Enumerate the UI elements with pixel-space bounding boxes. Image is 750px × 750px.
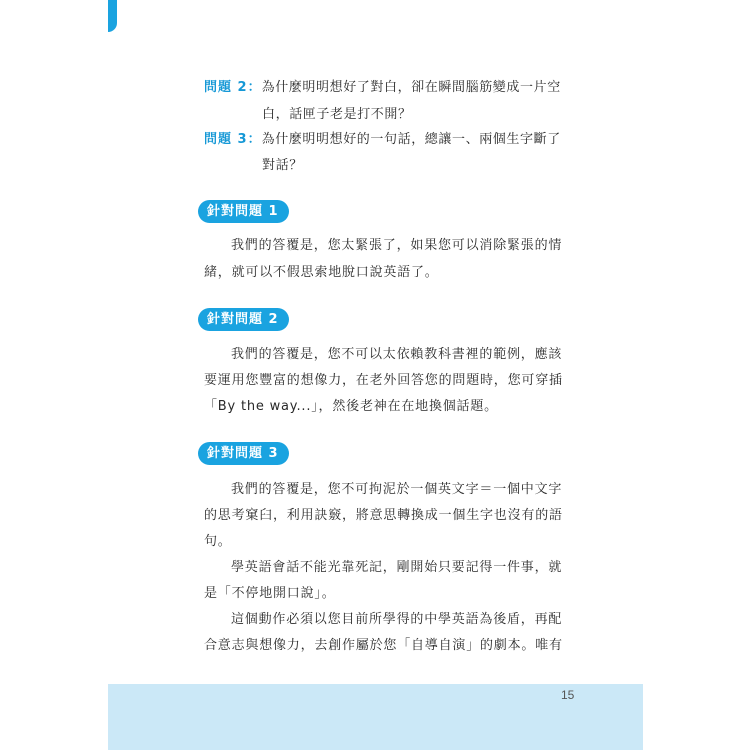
section-badge-3: 針對問題 3 <box>198 442 289 465</box>
paragraph-line: 的思考窠臼，利用訣竅，將意思轉換成一個生字也沒有的語 <box>204 508 563 523</box>
paragraph-line: 緒，就可以不假思索地脫口說英語了。 <box>204 265 439 280</box>
page-number: 15 <box>561 688 575 702</box>
paragraph-line: 我們的答覆是，您不可以太依賴教科書裡的範例，應該 <box>231 347 563 362</box>
chapter-tab-marker <box>108 0 117 32</box>
question-3-continuation: 對話？ <box>262 158 303 173</box>
question-colon: ： <box>247 80 262 95</box>
question-2-continuation: 白，話匣子老是打不開？ <box>262 107 412 122</box>
question-text: 為什麼明明想好的一句話，總讓一、兩個生字斷了 <box>261 132 561 147</box>
question-text: 為什麼明明想好了對白，卻在瞬間腦筋變成一片空 <box>261 80 561 95</box>
question-label: 問題 2 <box>204 80 248 95</box>
question-3 <box>204 126 574 154</box>
paragraph-line: 這個動作必須以您目前所學得的中學英語為後盾，再配 <box>231 612 563 627</box>
section-badge-1: 針對問題 1 <box>198 200 289 223</box>
question-2 <box>204 74 574 102</box>
paragraph-line: 合意志與想像力，去創作屬於您「自導自演」的劇本。唯有 <box>204 638 563 653</box>
section-badge-2: 針對問題 2 <box>198 308 289 331</box>
paragraph-line: 「By the way...」，然後老神在在地換個話題。 <box>204 399 498 414</box>
paragraph-line: 我們的答覆是，您不可拘泥於一個英文字＝一個中文字 <box>231 482 563 497</box>
paragraph-line: 句。 <box>204 534 232 549</box>
paragraph-line: 是「不停地開口說」。 <box>204 586 336 601</box>
paragraph-line: 我們的答覆是，您太緊張了，如果您可以消除緊張的情 <box>231 238 563 253</box>
question-colon: ： <box>247 132 262 147</box>
question-label: 問題 3 <box>204 132 248 147</box>
paragraph-line: 學英語會話不能光靠死記，剛開始只要記得一件事，就 <box>231 560 563 575</box>
paragraph-line: 要運用您豐富的想像力，在老外回答您的問題時，您可穿插 <box>204 373 563 388</box>
